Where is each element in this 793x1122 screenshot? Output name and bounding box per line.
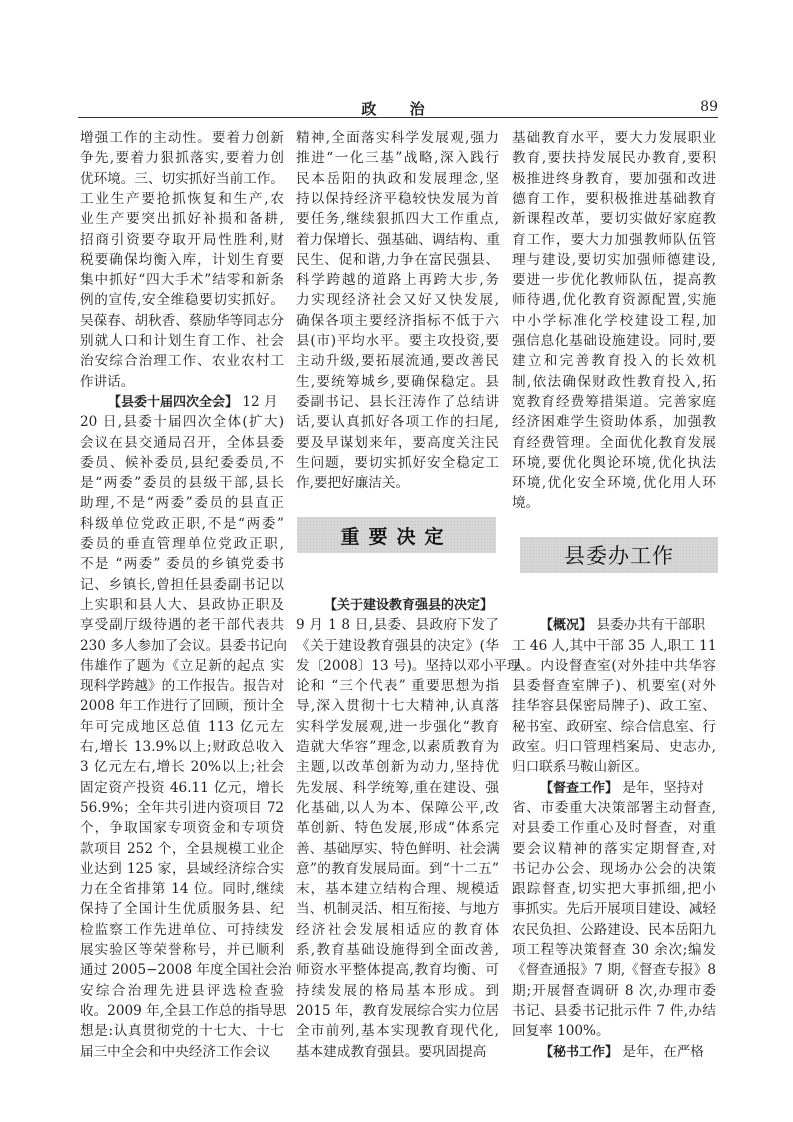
text-line: 会议在县交通局召开，全体县委 xyxy=(80,434,284,451)
text-line: 委副书记、县长汪涛作了总结讲 xyxy=(296,393,499,410)
text-line: 吴葆春、胡秋香、蔡励华等同志分 xyxy=(80,312,284,329)
text-line: 环境,优化安全环境,优化用人环 xyxy=(512,475,716,492)
text-line: 革创新、特色发展,形成“体系完 xyxy=(296,820,499,837)
text-line: 要进一步优化教师队伍，提高教 xyxy=(512,272,716,289)
text-line: 生问题，要切实抓好安全稳定工 xyxy=(296,454,499,471)
text-line: 经济社会发展相适应的教育体 xyxy=(296,921,499,938)
text-line: 56.9%；全年共引进内资项目 72 xyxy=(80,799,284,816)
text-line: 持以保持经济平稳较快发展为首 xyxy=(296,190,499,207)
text-line: 记、乡镇长,曾担任县委副书记以 xyxy=(80,576,284,593)
text-line: 是“两委”委员的县级干部,县长 xyxy=(80,475,284,492)
text-line: 主动升级,要拓展流通,要改善民 xyxy=(296,353,499,370)
text-line: 争先,要着力狠抓落实,要着力创 xyxy=(80,150,284,167)
text-line: 确保各项主要经济指标不低于六 xyxy=(296,312,499,329)
page-number: 89 xyxy=(700,99,718,115)
text-line: 意”的教育发展局面。到“十二五” xyxy=(296,860,499,877)
text-line: 育工作，要大力加强教师队伍管 xyxy=(512,231,716,248)
text-line: 事抓实。先后开展项目建设、减轻 xyxy=(512,901,716,918)
text-line: 善、基础厚实、特色鲜明、社会满 xyxy=(296,840,500,857)
text-line: 全市前列,基本实现教育现代化, xyxy=(296,1023,499,1040)
text-line: 生,要统筹城乡,要确保稳定。县 xyxy=(296,373,499,390)
text-line: 保持了全国计生优质服务县、纪 xyxy=(80,901,284,918)
text-line: 委员、候补委员,县纪委委员,不 xyxy=(80,454,284,471)
text-line: 话,要认真抓好各项工作的扫尾, xyxy=(296,414,499,431)
text-line: 通过 2005−2008 年度全国社会治 xyxy=(80,962,292,979)
text-line: 师待遇,优化教育资源配置,实施 xyxy=(512,292,716,309)
text-line: 师资水平整体提高,教育均衡、可 xyxy=(296,962,499,979)
text-line: 3 亿元左右,增长 20%以上;社会 xyxy=(80,759,284,776)
text-line: 境。 xyxy=(512,495,540,512)
text-line: 育经费管理。全面优化教育发展 xyxy=(512,434,716,451)
text-line: 系,教育基础设施得到全面改善, xyxy=(296,942,499,958)
text-line: 导,深入贯彻十七大精神,认真落 xyxy=(296,698,499,715)
text-line: 先发展、科学统筹,重在建设、强 xyxy=(296,779,499,796)
section-heading-box: 县委办工作 xyxy=(520,537,718,573)
text-line: 优环境。三、切实抓好当前工作。 xyxy=(80,170,284,187)
text-line: 制,依法确保财政性教育投入,拓 xyxy=(512,373,716,390)
entry-heading: 【督查工作】 xyxy=(540,780,619,796)
text-line: 主题,以改革创新为动力,坚持优 xyxy=(296,759,499,776)
text-line xyxy=(512,1042,716,1062)
entry-heading: 【县委十届四次全会】 xyxy=(108,394,239,410)
text-line: 教育,要扶持发展民办教育,要积 xyxy=(512,150,716,167)
text-line: 农民负担、公路建设、民本岳阳九 xyxy=(512,921,716,938)
text-line: 年可完成地区总值 113 亿元左 xyxy=(80,718,284,735)
text-line: 强信息化基础设施建设。同时,要 xyxy=(512,333,716,349)
text-line: 当、机制灵活、相互衔接、与地方 xyxy=(296,901,500,918)
text-line: 人。内设督查室(对外挂中共华容 xyxy=(512,657,716,674)
text-line: 上实职和县人大、县政协正职及 xyxy=(80,596,284,613)
text-line: 建立和完善教育投入的长效机 xyxy=(512,353,716,370)
text-line: 力实现经济社会又好又快发展, xyxy=(296,292,499,309)
text-line: 新课程改革，要切实做好家庭教 xyxy=(512,211,716,228)
text-line: 期;开展督查调研 8 次,办理市委 xyxy=(512,982,716,999)
text-line: 基本建成教育强县。要巩固提高 xyxy=(296,1043,487,1060)
text-run: 是年，坚持对 xyxy=(618,779,704,796)
text-line: 论和 “三个代表” 重要思想为指 xyxy=(296,678,499,695)
text-line: 伟雄作了题为《立足新的起点 实 xyxy=(80,657,284,674)
text-line: 造就大华容”理念,以素质教育为 xyxy=(296,739,499,755)
text-line: 个，争取国家专项资金和专项贷 xyxy=(80,820,284,837)
text-line: 要及早谋划来年，要高度关注民 xyxy=(296,434,499,451)
text-line: 9 月 1 8 日,县委、县政府下发了 xyxy=(296,617,499,634)
text-line: 享受副厅级待遇的老干部代表共 xyxy=(80,617,284,634)
text-column-2 xyxy=(296,0,521,1122)
text-line: 精神,全面落实科学发展观,强力 xyxy=(296,130,499,146)
text-line: 书记、县委书记批示件 7 件,办结 xyxy=(512,1002,716,1019)
text-line: 民生、促和谐,力争在富民强县、 xyxy=(296,251,499,268)
text-line: 政室。归口管理档案局、史志办, xyxy=(512,739,716,755)
text-line: 增强工作的主动性。要着力创新 xyxy=(80,130,284,146)
text-line: 现科学跨越》的工作报告。报告对 xyxy=(80,678,284,695)
text-line: 230 多人参加了会议。县委书记向 xyxy=(80,637,287,654)
text-line: 发〔2008〕13 号)。坚持以邓小平理 xyxy=(296,657,521,674)
text-line: 助理,不是“两委”委员的县直正 xyxy=(80,495,284,512)
text-line: 归口联系马鞍山新区。 xyxy=(512,759,648,776)
text-line: 税要确保均衡入库，计划生育要 xyxy=(80,251,284,268)
text-line: 持续发展的格局基本形成。到 xyxy=(296,982,499,999)
text-line: 项工程等决策督查 30 余次;编发 xyxy=(512,942,716,958)
text-line: 业生产要突出抓好补损和备耕, xyxy=(80,211,284,228)
text-line: 别就人口和计划生育工作、社会 xyxy=(80,333,284,349)
text-line: 省、市委重大决策部署主动督查, xyxy=(512,799,716,816)
text-line: 2008 年工作进行了回顾，预计全 xyxy=(80,698,284,715)
text-run: 县委办共有干部职 xyxy=(592,617,706,634)
text-line: 极推进终身教育，要加强和改进 xyxy=(512,170,716,187)
text-line: 理与建设,要切实加强师德建设, xyxy=(512,251,716,268)
text-line: 环境,要优化舆论环境,优化执法 xyxy=(512,454,716,471)
text-line: 推进“一化三基”战略,深入践行 xyxy=(296,150,499,167)
text-column-3 xyxy=(512,0,716,1122)
text-line: 回复率 100%。 xyxy=(512,1023,610,1040)
text-line: 20 日,县委十届四次全体(扩大) xyxy=(80,414,284,431)
text-line: 检监察工作先进单位、可持续发 xyxy=(80,921,284,938)
text-line xyxy=(512,778,716,798)
text-line: 款项目 252 个，全县规模工业企 xyxy=(80,840,284,857)
text-line: 化基础,以人为本、保障公平,改 xyxy=(296,799,499,816)
section-heading-box: 重要决定 xyxy=(297,517,496,553)
text-column-1 xyxy=(80,0,292,1122)
text-line: 《督查通报》7 期,《督查专报》8 xyxy=(512,962,716,979)
text-line: 治安综合治理工作、农业农村工 xyxy=(80,353,284,370)
text-line: 对县委工作重心及时督查，对重 xyxy=(512,820,716,837)
text-line: 安综合治理先进县评选检查验 xyxy=(80,982,284,999)
text-line: 招商引资要夺取开局性胜利,财 xyxy=(80,231,284,248)
text-run: 12 月 xyxy=(238,393,278,410)
text-line: 力在全省排第 14 位。同时,继续 xyxy=(80,881,284,898)
text-line: 中小学标准化学校建设工程,加 xyxy=(512,312,716,329)
text-line: 《关于建设教育强县的决定》(华 xyxy=(296,637,499,654)
text-line xyxy=(512,615,716,635)
text-line: 集中抓好“四大手术”结零和新条 xyxy=(80,272,284,289)
text-line: 秘书室、政研室、综合信息室、行 xyxy=(512,718,716,735)
text-line: 挂华容县保密局牌子)、政工室、 xyxy=(512,698,716,715)
text-line: 县委督查室牌子)、机要室(对外 xyxy=(512,678,716,695)
text-line: 宽教育经费筹措渠道。完善家庭 xyxy=(512,393,716,410)
text-line: 县(市)平均水平。要主攻投资,要 xyxy=(296,333,499,349)
entry-heading: 【秘书工作】 xyxy=(540,1044,619,1060)
text-line: 德育工作，要积极推进基础教育 xyxy=(512,190,716,207)
text-line: 2015 年，教育发展综合实力位居 xyxy=(296,1002,499,1019)
text-line: 科学跨越的道路上再跨大步,务 xyxy=(296,272,499,289)
text-line: 例的宣传,安全维稳要切实抓好。 xyxy=(80,292,284,309)
text-line: 业达到 125 家，县域经济综合实 xyxy=(80,860,284,877)
text-line: 跟踪督查,切实把大事抓细,把小 xyxy=(512,881,716,898)
text-line: 委员的垂直管理单位党政正职, xyxy=(80,536,284,552)
text-line xyxy=(80,392,284,412)
text-line: 工 46 人,其中干部 35 人,职工 11 xyxy=(512,637,717,654)
text-line: 作讲话。 xyxy=(80,373,135,390)
text-line: 基础教育水平，要大力发展职业 xyxy=(512,130,716,146)
text-line: 书记办公会、现场办公会的决策 xyxy=(512,860,716,877)
text-line: 着力保增长、强基础、调结构、重 xyxy=(296,231,500,248)
text-run: 是年，在严格 xyxy=(618,1043,704,1060)
text-line: 右,增长 13.9%以上;财政总收入 xyxy=(80,739,284,755)
entry-heading: 【概况】 xyxy=(540,618,593,634)
text-line: 经济困难学生资助体系，加强教 xyxy=(512,414,716,431)
text-line: 固定资产投资 46.11 亿元，增长 xyxy=(80,779,284,796)
text-line: 实科学发展观,进一步强化“教育 xyxy=(296,718,499,735)
text-line: 工业生产要抢抓恢复和生产,农 xyxy=(80,190,284,207)
text-line: 作,要把好廉洁关。 xyxy=(296,475,410,492)
text-line: 收。2009 年,全县工作总的指导思 xyxy=(80,1002,287,1019)
text-line: 民本岳阳的执政和发展理念,坚 xyxy=(296,170,499,187)
text-line: 要任务,继续狠抓四大工作重点, xyxy=(296,211,499,228)
text-line: 展实验区等荣誉称号，并已顺利 xyxy=(80,942,284,958)
section-title: 政 治 xyxy=(361,100,439,118)
text-line: 要会议精神的落实定期督查,对 xyxy=(512,840,716,857)
text-line: 科级单位党政正职,不是“两委” xyxy=(80,515,284,532)
text-line: 不是 “两委” 委员的乡镇党委书 xyxy=(80,556,284,573)
text-line: 末，基本建立结构合理、规模适 xyxy=(296,881,499,898)
text-line: 想是:认真贯彻党的十七大、十七 xyxy=(80,1023,284,1040)
text-line xyxy=(296,595,499,615)
text-line: 届三中全会和中央经济工作会议 xyxy=(80,1043,271,1060)
entry-heading: 【关于建设教育强县的决定】 xyxy=(324,597,494,613)
